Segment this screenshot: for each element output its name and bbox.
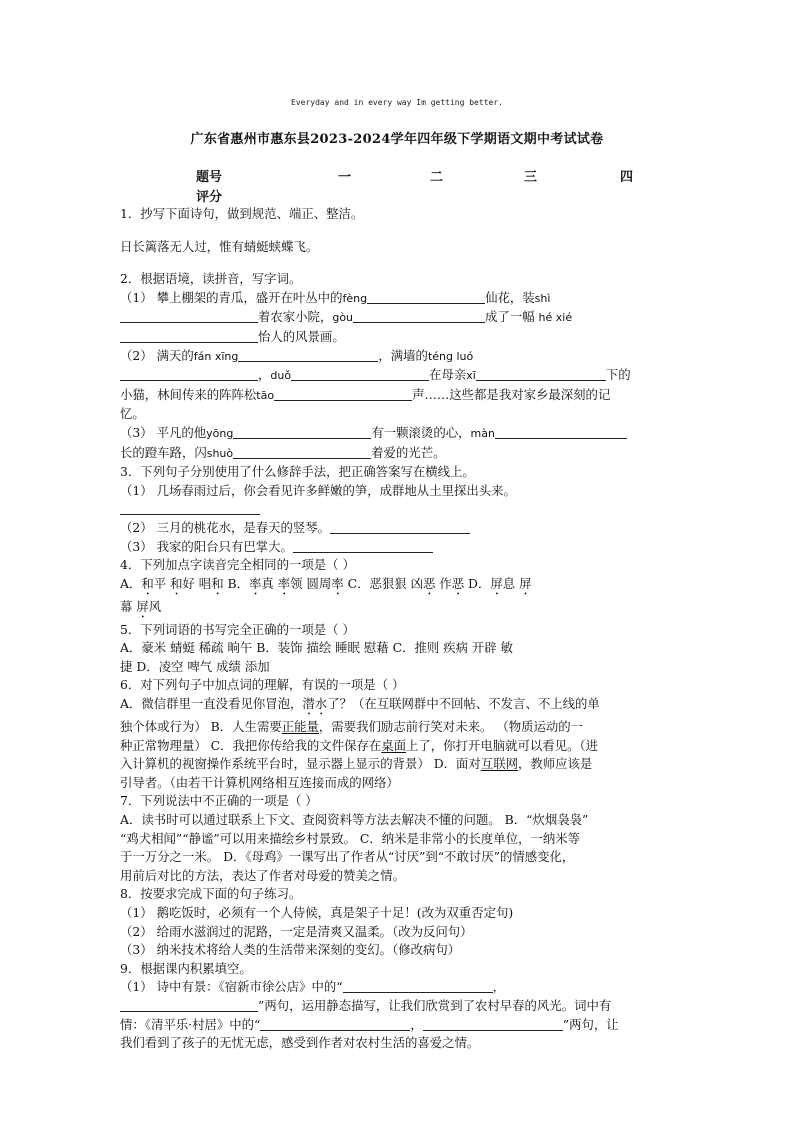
answer-blank[interactable] (495, 425, 627, 439)
q8-sentence-2: （2） 给雨水滋润过的泥路，一定是清爽又温柔。（改为反问句） (120, 923, 473, 939)
answer-blank[interactable] (120, 998, 258, 1012)
q9-line: （1） 诗中有景：《宿新市徐公店》中的“ ， (120, 979, 505, 995)
q5-options: 捷 D．凌空 啤气 成绩 添加 (120, 658, 270, 674)
q9-line: 我们看到了孩子的无忧无虑，感受到作者对农村生活的喜爱之情。 (120, 1035, 480, 1051)
q9-line: ”两句，运用静态描写，让我们欣赏到了农村早春的风光。词中有 (120, 997, 672, 1016)
q1-stem: 1．抄写下面诗句，做到规范、端正、整洁。 (120, 206, 364, 221)
q4-options: A．和平 和好 唱和 B．率真 率领 圆周率 C．恶狠狠 凶恶 作恶 D．屏息 屏 (120, 575, 532, 591)
answer-blank[interactable] (233, 425, 371, 439)
answer-blank[interactable] (233, 445, 371, 459)
q7-stem: 7．下列说法中不正确的一项是（ ） (120, 793, 318, 809)
q3-stem: 3．下列句子分别使用了什么修辞手法，把正确答案写在横线上。 (120, 464, 475, 480)
q3-line: （2） 三月的桃花水，是春天的竖琴。 (120, 519, 672, 538)
q6-options: A．微信群里一直没看见你冒泡，潜水了？（在互联网群中不回帖、不发言、不上线的单 独个体或行为） B．人生需要正能量，需要我们励志前行笑对未来。 （物质运动的一 种正常物理量） C．我把你传给我的文件保存在桌面上了，你打开电脑就可以看见。（进 入计算机的视窗操作系统平台时，显示器上显示的背景） D．面对互联网，教师应该是 引导者。（由若干计算机网络相互连接而成的网络） (120, 696, 600, 790)
q3-line (120, 500, 672, 519)
answer-blank[interactable] (274, 387, 412, 401)
q4-options: 幕 屏风 (120, 598, 162, 614)
q2-line: ，duǒ 在母亲xī 下的 (120, 366, 672, 386)
answer-blank[interactable] (120, 501, 260, 515)
answer-blank[interactable] (353, 309, 485, 323)
q2-line: 怡人的风景画。 (120, 328, 672, 347)
q2-line: 长的蹬车路，闪shuò 着爱的光芒。 (120, 444, 446, 460)
q3-line: （3） 我家的阳台只有巴掌大。 (120, 538, 672, 557)
score-col-1: 一 (338, 170, 352, 185)
exam-title: 广东省惠州市惠东县2023-2024学年四年级下学期语文期中考试试卷 (190, 132, 604, 147)
q4-stem: 4．下列加点字读音完全相同的一项是（ ） (120, 557, 355, 573)
answer-blank[interactable] (120, 309, 258, 323)
answer-blank[interactable] (330, 520, 470, 534)
q2-stem: 2．根据语境，读拼音，写字词。 (120, 271, 302, 287)
exam-body (120, 205, 672, 1053)
q2-line: 小猫，林间传来的阵阵松tāo 声……这些都是我对家乡最深刻的记 (120, 386, 611, 402)
q9-line: 情：《清平乐·村居》中的“ ， ”两句，让 (120, 1016, 619, 1032)
answer-blank[interactable] (260, 1017, 410, 1031)
answer-blank[interactable] (120, 367, 258, 381)
score-col-3: 三 (524, 170, 538, 185)
answer-blank[interactable] (291, 367, 429, 381)
q5-options: A．豪米 蜻蜓 稀疏 晌午 B．装饰 描绘 睡眠 慰藉 C．推则 疾病 开辟 敏 (120, 640, 514, 656)
answer-blank[interactable] (476, 367, 606, 381)
q2-line: （3） 平凡的他yōng 有一颗滚烫的心，màn (120, 424, 672, 444)
q8-sentence-1: （1） 鹅吃饭时，必须有一个人侍候，真是架子十足！(改为双重否定句) (120, 905, 514, 920)
q7-options: A．读书时可以通过联系上下文、查阅资料等方法去解决不懂的问题。 B．“炊烟袅袅” “鸡犬相闻”“静谧”可以用来描绘乡村景致。 C．纳米是非常小的长度单位，一纳米等 于一万分之一米。 D．《母鸡》一课写出了作者从“讨厌”到“不敢讨厌”的情感变化， 用前后对比的方法，表达了作者对母爱的赞美之情。 (120, 812, 589, 883)
q3-sentence-1: （1） 几场春雨过后，你会看见许多鲜嫩的笋，成群地从土里探出头来。 (120, 482, 516, 498)
answer-blank[interactable] (423, 1017, 563, 1031)
score-col-4: 四 (620, 170, 634, 185)
score-col-label: 题号 (196, 170, 223, 185)
answer-blank[interactable] (293, 539, 433, 553)
score-row-label: 评分 (196, 190, 223, 205)
q8-stem: 8．按要求完成下面的句子练习。 (120, 886, 302, 902)
answer-blank[interactable] (238, 348, 378, 362)
q8-sentence-3: （3） 纳米技术将给人类的生活带来深刻的变幻。（修改病句） (120, 942, 461, 958)
q1-poem: 日长篱落无人过，惟有蜻蜓蛱蝶飞。 (120, 238, 319, 254)
answer-blank[interactable] (120, 329, 258, 343)
score-table-header (196, 166, 636, 184)
q2-line: （2） 满天的fán xīng ，满墙的téng luó (120, 347, 474, 363)
answer-blank[interactable] (343, 979, 493, 993)
q2-line: 忆。 (120, 406, 145, 422)
answer-blank[interactable] (367, 290, 485, 304)
q6-stem: 6．对下列句子中加点词的理解，有误的一项是（ ） (120, 677, 405, 693)
q9-stem: 9．根据课内积累填空。 (120, 960, 252, 976)
q5-stem: 5．下列词语的书写完全正确的一项是（ ） (120, 621, 355, 637)
page-motto: Everyday and in every way Im getting better. (291, 98, 503, 107)
score-col-2: 二 (430, 170, 444, 185)
q2-line: （1） 攀上棚架的青瓜，盛开在叶丛中的fèng 仙花，装shì (120, 289, 551, 305)
q2-line: 着农家小院，gòu 成了一幅 hé xié (120, 308, 672, 328)
